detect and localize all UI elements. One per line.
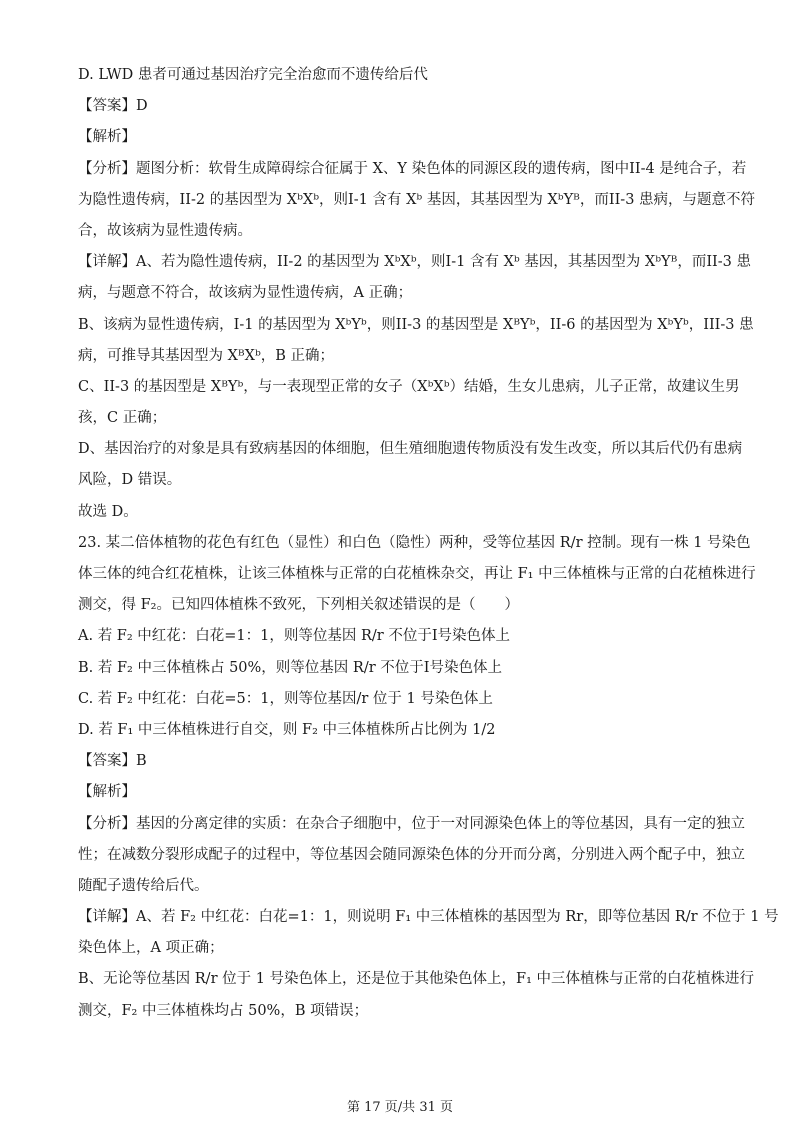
text-line: 合，故该病为显性遗传病。 <box>78 222 252 239</box>
text-line: 【详解】A、若 F₂ 中红花：白花=1：1，则说明 F₁ 中三体植株的基因型为 Rr，即等位基因 R/r 不位于 1 号 <box>78 909 779 926</box>
answer-label: 【答案】D <box>78 98 148 115</box>
page-content <box>78 60 779 1027</box>
text-line: 风险，D 错误。 <box>78 472 182 489</box>
text-line: B、该病为显性遗传病，I-1 的基因型为 XᵇYᵇ，则II-3 的基因型是 XᴮYᵇ，II-6 的基因型为 XᵇYᵇ，III-3 患 <box>78 316 754 333</box>
text-line: 【分析】基因的分离定律的实质：在杂合子细胞中，位于一对同源染色体上的等位基因，具有一定的独立 <box>78 815 745 832</box>
text-line: 染色体上，A 项正确； <box>78 940 224 957</box>
page-footer: 第 17 页/共 31 页 <box>347 1100 453 1115</box>
text-line: C、II-3 的基因型是 XᴮYᵇ，与一表现型正常的女子（XᵇXᵇ）结婚，生女儿患病，儿子正常，故建议生男 <box>78 378 740 395</box>
analysis-label: 【解析】 <box>78 129 136 146</box>
question-stem: 测交，得 F₂。已知四体植株不致死，下列相关叙述错误的是（ ） <box>78 597 519 614</box>
text-line: 随配子遗传给后代。 <box>78 877 209 894</box>
text-line: 病，与题意不符合，故该病为显性遗传病，A 正确； <box>78 285 413 302</box>
option-c: C. 若 F₂ 中红花：白花=5：1，则等位基因/r 位于 1 号染色体上 <box>78 690 493 707</box>
text-line: 病，可推导其基因型为 XᴮXᵇ，B 正确； <box>78 347 335 364</box>
text-line: B、无论等位基因 R/r 位于 1 号染色体上，还是位于其他染色体上，F₁ 中三体植株与正常的白花植株进行 <box>78 971 755 988</box>
answer-label: 【答案】B <box>78 753 147 770</box>
text-line: 为隐性遗传病，II-2 的基因型为 XᵇXᵇ，则I-1 含有 Xᵇ 基因，其基因型为 XᵇYᴮ，而II-3 患病，与题意不符 <box>78 191 756 208</box>
text-line: D、基因治疗的对象是具有致病基因的体细胞，但生殖细胞遗传物质没有发生改变，所以其后代仍有患病 <box>78 441 743 458</box>
question-stem: 23. 某二倍体植物的花色有红色（显性）和白色（隐性）两种，受等位基因 R/r 控制。现有一株 1 号染色 <box>78 534 751 551</box>
analysis-label: 【解析】 <box>78 784 136 801</box>
question-stem: 体三体的纯合红花植株，让该三体植株与正常的白花植株杂交，再让 F₁ 中三体植株与正常的白花植株进行 <box>78 566 756 582</box>
option-a: A. 若 F₂ 中红花：白花=1：1，则等位基因 R/r 不位于I号染色体上 <box>78 628 511 645</box>
text-line: 【详解】A、若为隐性遗传病，II-2 的基因型为 XᵇXᵇ，则I-1 含有 Xᵇ 基因，其基因型为 XᵇYᴮ，而II-3 患 <box>78 254 752 271</box>
text-line: 孩，C 正确； <box>78 410 167 427</box>
text-line: 【分析】题图分析：软骨生成障碍综合征属于 X、Y 染色体的同源区段的遗传病，图中II-4 是纯合子，若 <box>78 160 747 177</box>
text-line: D. LWD 患者可通过基因治疗完全治愈而不遗传给后代 <box>78 67 428 83</box>
text-line: 性；在减数分裂形成配子的过程中，等位基因会随同源染色体的分开而分离，分别进入两个配子中，独立 <box>78 846 745 863</box>
option-b: B. 若 F₂ 中三体植株占 50%，则等位基因 R/r 不位于I号染色体上 <box>78 659 502 676</box>
option-d: D. 若 F₁ 中三体植株进行自交，则 F₂ 中三体植株所占比例为 1/2 <box>78 721 496 738</box>
text-line: 测交，F₂ 中三体植株均占 50%，B 项错误； <box>78 1002 369 1019</box>
text-line: 故选 D。 <box>78 503 138 520</box>
